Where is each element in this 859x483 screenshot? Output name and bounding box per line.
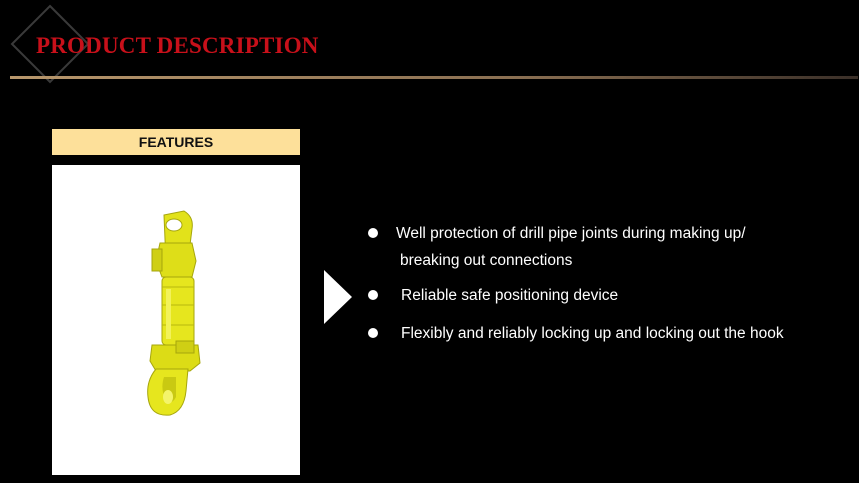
list-item-text: Flexibly and reliably locking up and locking out the hook [401,325,784,342]
bullet-icon [368,290,378,300]
header-divider [10,76,858,79]
chevron-right-icon [322,268,354,326]
bullet-icon [368,328,378,338]
feature-list [366,220,856,347]
list-item [366,320,856,347]
list-item-text-continued: breaking out connections [400,252,573,269]
list-item [366,282,856,309]
product-image [52,165,300,475]
features-heading: FEATURES [52,129,300,155]
list-item-text: Reliable safe positioning device [401,287,619,304]
hook-illustration [52,165,300,475]
list-item [366,220,856,274]
list-item-text: Well protection of drill pipe joints during making up/ [396,225,746,242]
bullet-icon [368,228,378,238]
page-title: PRODUCT DESCRIPTION [36,33,319,58]
